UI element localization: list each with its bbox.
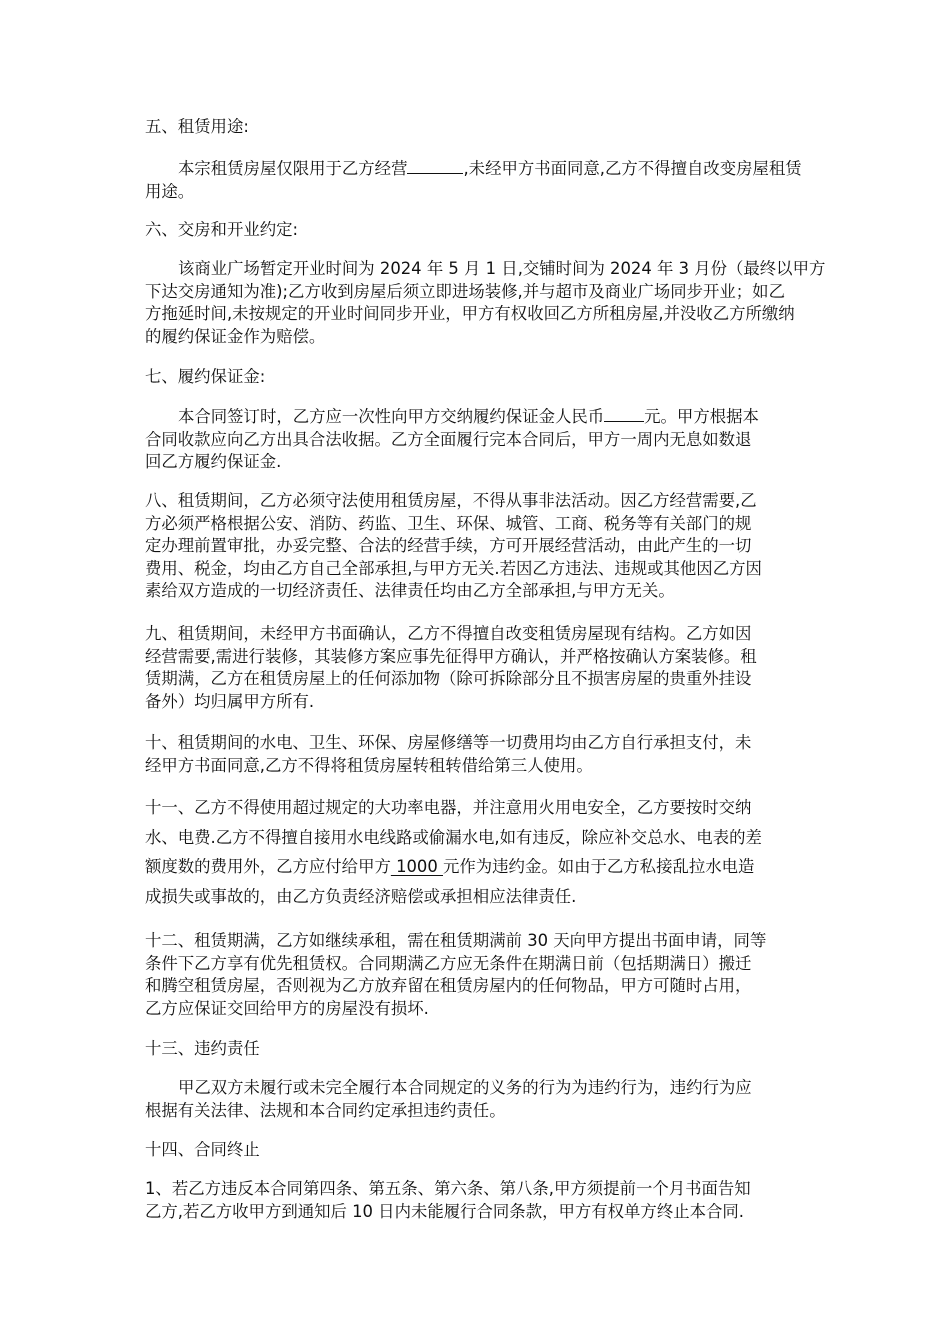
section-8: 八、租赁期间，乙方必须守法使用租赁房屋，不得从事非法活动。因乙方经营需要,乙 方必须严格根据公安、消防、药监、卫生、环保、城管、工商、税务等有关部门的规 定办理前置审批，办妥完整、合法的经营手续，方可开展经营活动，由此产生的一切 费用、税金，均由乙方自己全部承担,与甲方无关.若因乙方违法、违规或其他因乙方因 素给双方造成的一切经济责任、法律责任均由乙方全部承担,与甲方无关。	[145, 491, 762, 600]
section-14-heading: 十四、合同终止	[145, 1140, 260, 1159]
section-12: 十二、租赁期满，乙方如继续承租，需在租赁期满前 30 天向甲方提出书面申请，同等 条件下乙方享有优先租赁权。合同期满乙方应无条件在期满日前（包括期满日）搬迁 和腾空租赁房屋，否则视为乙方放弃留在租赁房屋内的任何物品，甲方可随时占用， 乙方应保证交回给甲方的房屋没有损坏.	[145, 931, 767, 1018]
section-7-heading: 七、履约保证金:	[145, 367, 266, 386]
section-6-heading: 六、交房和开业约定:	[145, 220, 299, 239]
penalty-amount: 1000	[390, 857, 443, 876]
section-11: 十一、乙方不得使用超过规定的大功率电器，并注意用火用电安全，乙方要按时交纳 水、电费.乙方不得擅自接用水电线路或偷漏水电,如有违反，除应补交总水、电表的差 额度数的费用外，乙方应付给甲方 1000 元作为违约金。如由于乙方私接乱拉水电造 成损失或事故的，由乙方负责经济赔偿或承担相应法律责任.	[145, 798, 762, 906]
section-7-body: 本合同签订时，乙方应一次性向甲方交纳履约保证金人民币 元。甲方根据本 合同收款应向乙方出具合法收据。乙方全面履行完本合同后，甲方一周内无息如数退 回乙方履约保证金.	[145, 407, 759, 471]
section-5-heading: 五、租赁用途:	[145, 117, 249, 136]
section-13-body: 甲乙双方未履行或未完全履行本合同规定的义务的行为为违约行为，违约行为应 根据有关法律、法规和本合同约定承担违约责任。	[145, 1078, 752, 1120]
section-13-heading: 十三、违约责任	[145, 1039, 260, 1058]
deposit-amount-blank	[604, 405, 644, 422]
section-10: 十、租赁期间的水电、卫生、环保、房屋修缮等一切费用均由乙方自行承担支付，未 经甲方书面同意,乙方不得将租赁房屋转租转借给第三人使用。	[145, 733, 752, 775]
section-6-body: 该商业广场暂定开业时间为 2024 年 5 月 1 日,交铺时间为 2024 年 3 月份（最终以甲方 下达交房通知为准);乙方收到房屋后须立即进场装修,并与超市及商业广场同步开业；如乙 方拖延时间,未按规定的开业时间同步开业，甲方有权收回乙方所租房屋,并没收乙方所缴纳 的履约保证金作为赔偿。	[145, 259, 826, 346]
business-type-blank	[407, 157, 463, 174]
section-5-body: 本宗租赁房屋仅限用于乙方经营 ,未经甲方书面同意,乙方不得擅自改变房屋租赁 用途。	[145, 159, 802, 201]
section-14-body: 1、若乙方违反本合同第四条、第五条、第六条、第八条,甲方须提前一个月书面告知 乙方,若乙方收甲方到通知后 10 日内未能履行合同条款，甲方有权单方终止本合同.	[145, 1179, 751, 1221]
section-9: 九、租赁期间，未经甲方书面确认，乙方不得擅自改变租赁房屋现有结构。乙方如因 经营需要,需进行装修，其装修方案应事先征得甲方确认，并严格按确认方案装修。租 赁期满，乙方在租赁房屋上的任何添加物（除可拆除部分且不损害房屋的贵重外挂设 备外）均归属甲方所有.	[145, 624, 757, 711]
